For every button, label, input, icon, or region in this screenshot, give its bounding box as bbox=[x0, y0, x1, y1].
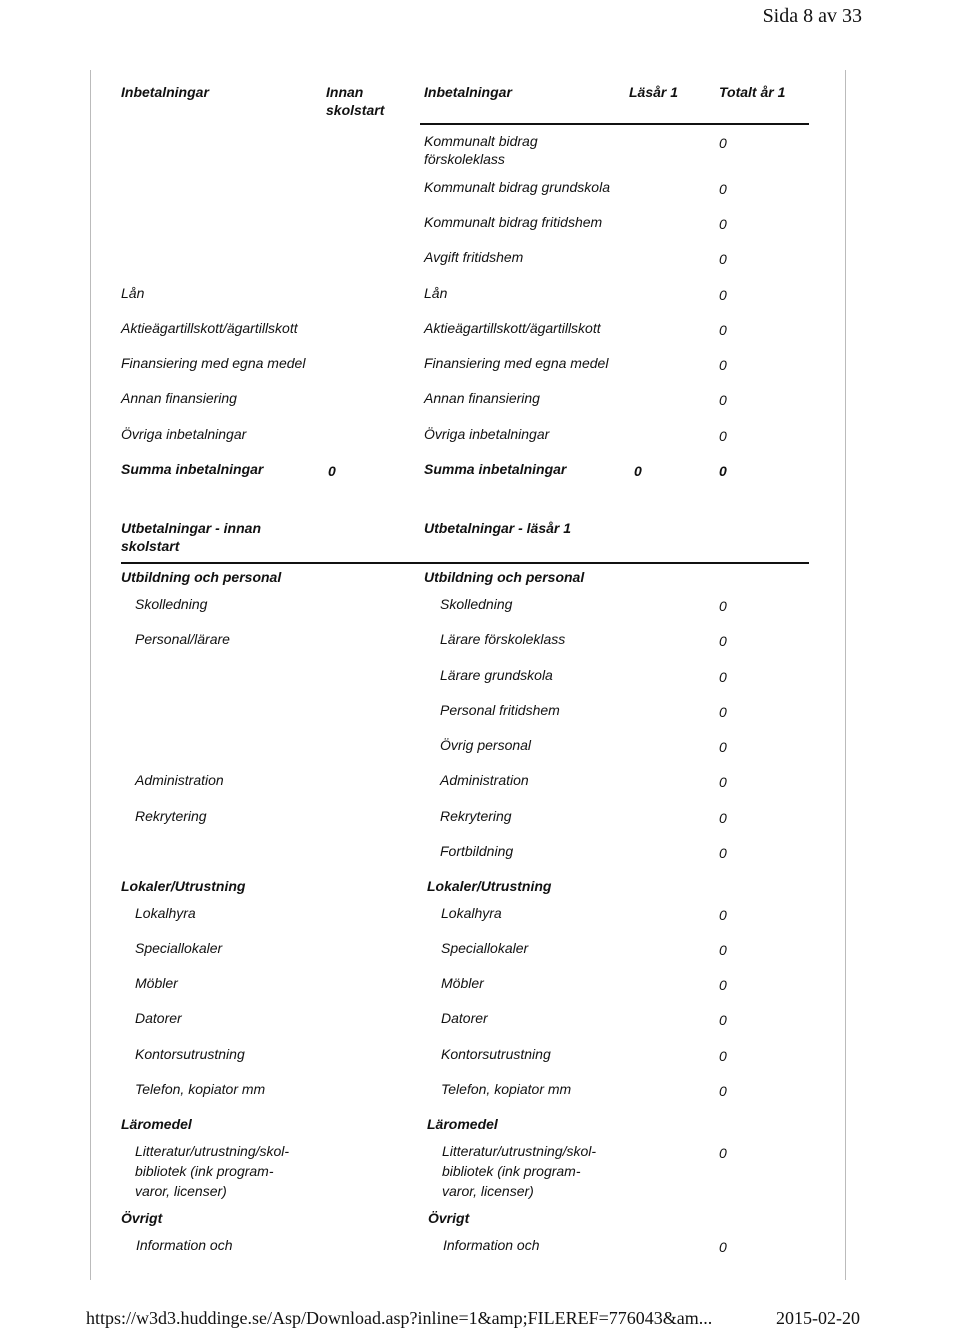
row-label-kontorsutrustning-right: Kontorsutrustning bbox=[441, 1046, 551, 1062]
value-lokalhyra: 0 bbox=[719, 907, 727, 923]
left-margin-line bbox=[90, 70, 91, 1280]
value-summa-lasar: 0 bbox=[634, 463, 642, 479]
row-label-rekrytering-left: Rekrytering bbox=[135, 808, 207, 824]
row-label-annan-finansiering-right: Annan finansiering bbox=[424, 390, 540, 406]
row-label-speciallokaler-left: Speciallokaler bbox=[135, 940, 223, 956]
value-kb-grundskola: 0 bbox=[719, 181, 727, 197]
row-label-lokalhyra-left: Lokalhyra bbox=[135, 905, 196, 921]
page-number: Sida 8 av 33 bbox=[762, 5, 862, 27]
row-label-datorer-left: Datorer bbox=[135, 1010, 182, 1026]
row-label-litteratur-right-line2: bibliotek (ink program- bbox=[442, 1163, 581, 1179]
group-lokaler-utrustning-right: Lokaler/Utrustning bbox=[427, 878, 552, 894]
row-label-information-right: Information och bbox=[443, 1237, 540, 1253]
group-laromedel-left: Läromedel bbox=[121, 1116, 192, 1132]
value-personal-fritidshem: 0 bbox=[719, 704, 727, 720]
row-label-lan-left: Lån bbox=[121, 285, 145, 301]
value-larare-forskoleklass: 0 bbox=[719, 633, 727, 649]
row-label-kontorsutrustning-left: Kontorsutrustning bbox=[135, 1046, 245, 1062]
row-label-administration-right: Administration bbox=[440, 772, 529, 788]
footer-url: https://w3d3.huddinge.se/Asp/Download.asp?inline=1&amp;FILEREF=776043&am... bbox=[86, 1308, 713, 1328]
row-label-kb-forskoleklass: Kommunalt bidrag förskoleklass bbox=[424, 133, 538, 167]
value-avgift-fritidshem: 0 bbox=[719, 251, 727, 267]
row-label-administration-left: Administration bbox=[135, 772, 224, 788]
row-label-larare-forskoleklass: Lärare förskoleklass bbox=[440, 631, 566, 647]
row-label-summa-inbetalningar-right: Summa inbetalningar bbox=[424, 461, 567, 477]
group-utbildning-personal-left: Utbildning och personal bbox=[121, 569, 282, 585]
row-label-ovriga-inbetalningar-left: Övriga inbetalningar bbox=[121, 426, 247, 442]
row-label-litteratur-left-line3: varor, licenser) bbox=[135, 1183, 227, 1199]
column-header-inbetalningar-right: Inbetalningar bbox=[424, 84, 512, 100]
value-administration: 0 bbox=[719, 774, 727, 790]
value-skolledning: 0 bbox=[719, 598, 727, 614]
row-label-datorer-right: Datorer bbox=[441, 1010, 488, 1026]
value-fortbildning: 0 bbox=[719, 845, 727, 861]
value-telefon: 0 bbox=[719, 1083, 727, 1099]
row-label-ovrig-personal: Övrig personal bbox=[440, 737, 532, 753]
row-label-skolledning-right: Skolledning bbox=[440, 596, 513, 612]
row-label-lokalhyra-right: Lokalhyra bbox=[441, 905, 502, 921]
row-label-summa-inbetalningar-left: Summa inbetalningar bbox=[121, 461, 264, 477]
value-datorer: 0 bbox=[719, 1012, 727, 1028]
value-litteratur: 0 bbox=[719, 1145, 727, 1161]
row-label-mobler-right: Möbler bbox=[441, 975, 484, 991]
row-label-lan-right: Lån bbox=[424, 285, 448, 301]
column-header-totalt: Totalt år 1 bbox=[719, 84, 786, 100]
value-ovriga-inbetalningar: 0 bbox=[719, 428, 727, 444]
row-label-personal-larare: Personal/lärare bbox=[135, 631, 230, 647]
value-aktieagartillskott: 0 bbox=[719, 322, 727, 338]
row-label-aktieagartillskott-left: Aktieägartillskott/ägartillskott bbox=[121, 320, 298, 336]
value-ovrig-personal: 0 bbox=[719, 739, 727, 755]
column-header-lasar: Läsår 1 bbox=[629, 84, 679, 100]
footer-date: 2015-02-20 bbox=[776, 1308, 860, 1328]
row-label-skolledning-left: Skolledning bbox=[135, 596, 208, 612]
row-label-litteratur-right-line1: Litteratur/utrustning/skol- bbox=[442, 1143, 597, 1159]
value-annan-finansiering: 0 bbox=[719, 392, 727, 408]
value-larare-grundskola: 0 bbox=[719, 669, 727, 685]
row-label-litteratur-left-line2: bibliotek (ink program- bbox=[135, 1163, 274, 1179]
row-label-kb-fritidshem: Kommunalt bidrag fritidshem bbox=[424, 214, 603, 230]
value-summa-innan-skolstart: 0 bbox=[328, 463, 336, 479]
value-egna-medel: 0 bbox=[719, 357, 727, 373]
row-label-egna-medel-left: Finansiering med egna medel bbox=[121, 355, 306, 371]
group-ovrigt-left: Övrigt bbox=[121, 1210, 163, 1226]
value-rekrytering: 0 bbox=[719, 810, 727, 826]
value-kb-forskoleklass: 0 bbox=[719, 135, 727, 151]
header-rule bbox=[420, 123, 809, 125]
row-label-litteratur-left-line1: Litteratur/utrustning/skol- bbox=[135, 1143, 290, 1159]
value-mobler: 0 bbox=[719, 977, 727, 993]
column-header-inbetalningar-left: Inbetalningar bbox=[121, 84, 209, 100]
right-margin-line bbox=[845, 70, 846, 1280]
row-label-information-left: Information och bbox=[136, 1237, 233, 1253]
section-rule bbox=[121, 562, 809, 564]
value-lan: 0 bbox=[719, 287, 727, 303]
value-kb-fritidshem: 0 bbox=[719, 216, 727, 232]
row-label-kb-grundskola: Kommunalt bidrag grundskola bbox=[424, 179, 610, 195]
row-label-egna-medel-right: Finansiering med egna medel bbox=[424, 355, 609, 371]
row-label-fortbildning: Fortbildning bbox=[440, 843, 514, 859]
row-label-aktieagartillskott-right: Aktieägartillskott/ägartillskott bbox=[424, 320, 601, 336]
value-summa-totalt: 0 bbox=[719, 463, 727, 479]
group-laromedel-right: Läromedel bbox=[427, 1116, 498, 1132]
row-label-litteratur-right-line3: varor, licenser) bbox=[442, 1183, 534, 1199]
row-label-speciallokaler-right: Speciallokaler bbox=[441, 940, 529, 956]
row-label-rekrytering-right: Rekrytering bbox=[440, 808, 512, 824]
row-label-telefon-left: Telefon, kopiator mm bbox=[135, 1081, 266, 1097]
row-label-annan-finansiering-left: Annan finansiering bbox=[121, 390, 237, 406]
group-lokaler-utrustning-left: Lokaler/Utrustning bbox=[121, 878, 246, 894]
value-information: 0 bbox=[719, 1239, 727, 1255]
row-label-avgift-fritidshem: Avgift fritidshem bbox=[424, 249, 524, 265]
section-header-utbetalningar-lasar: Utbetalningar - läsår 1 bbox=[424, 520, 572, 536]
row-label-telefon-right: Telefon, kopiator mm bbox=[441, 1081, 572, 1097]
section-header-utbetalningar-innan: Utbetalningar - innan skolstart bbox=[121, 520, 261, 554]
row-label-mobler-left: Möbler bbox=[135, 975, 178, 991]
column-header-innan-skolstart: Innan skolstart bbox=[326, 84, 385, 118]
group-utbildning-personal-right: Utbildning och personal bbox=[424, 569, 585, 585]
value-kontorsutrustning: 0 bbox=[719, 1048, 727, 1064]
value-speciallokaler: 0 bbox=[719, 942, 727, 958]
group-ovrigt-right: Övrigt bbox=[428, 1210, 470, 1226]
row-label-personal-fritidshem: Personal fritidshem bbox=[440, 702, 560, 718]
row-label-larare-grundskola: Lärare grundskola bbox=[440, 667, 553, 683]
row-label-ovriga-inbetalningar-right: Övriga inbetalningar bbox=[424, 426, 550, 442]
